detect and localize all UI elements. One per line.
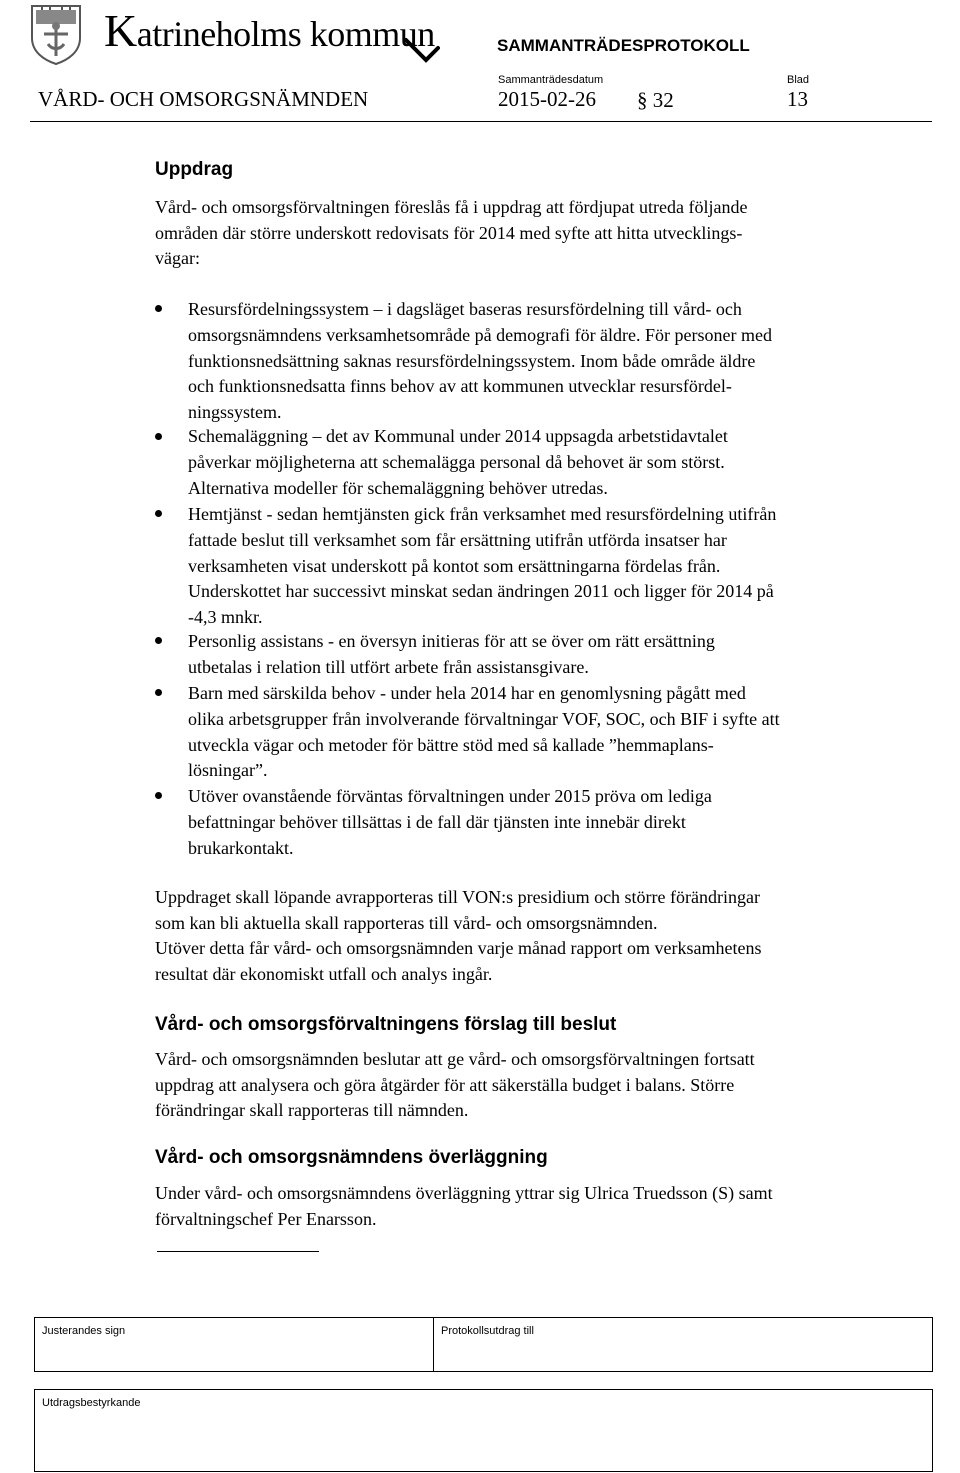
utdragsbestyrkande-box xyxy=(34,1389,933,1472)
bullet-icon xyxy=(155,433,162,440)
section-symbol: § xyxy=(637,88,648,112)
text-line: Vård- och omsorgsförvaltningen föreslås få i uppdrag att fördjupat utreda följande xyxy=(155,197,748,217)
justerandes-sign-box xyxy=(34,1317,434,1372)
section-value: 32 xyxy=(652,88,674,112)
uppdrag-intro-paragraph xyxy=(155,195,747,272)
text-line: -4,3 mnkr. xyxy=(188,607,263,628)
text-line: utbetalas i relation till utfört arbete från assistansgivare. xyxy=(188,656,589,677)
text-line: Vård- och omsorgsnämnden beslutar att ge vård- och omsorgsförvaltningen fortsatt xyxy=(155,1049,755,1069)
debate-paragraph xyxy=(155,1181,773,1232)
committee-name: VÅRD- OCH OMSORGSNÄMNDEN xyxy=(38,87,369,111)
text-line: funktionsnedsättning saknas resursfördelningssystem. Inom både område äldre xyxy=(188,350,756,371)
protokollsutdrag-label: Protokollsutdrag till xyxy=(441,1325,534,1337)
text-line: lösningar”. xyxy=(188,760,268,781)
text-line: Resursfördelningssystem – i dagsläget baseras resursfördelning till vård- och xyxy=(188,299,742,319)
text-line: fattade beslut till verksamhet som får ersättning utifrån utförda insatser har xyxy=(188,529,727,550)
text-line: som kan bli aktuella skall rapporteras till vård- och omsorgsnämnden. xyxy=(155,912,658,933)
text-line: förvaltningschef Per Enarsson. xyxy=(155,1208,377,1229)
section-end-rule xyxy=(157,1251,319,1252)
text-line: uppdrag att analysera och göra åtgärder för att säkerställa budget i balans. Större xyxy=(155,1074,735,1095)
text-line: Alternativa modeller för schemaläggning behöver utredas. xyxy=(188,477,608,498)
text-line: och funktionsnedsatta finns behov av att kommunen utvecklar resursfördel- xyxy=(188,376,732,397)
text-line: vägar: xyxy=(155,248,200,268)
text-line: olika arbetsgrupper från involverande förvaltningar VOF, SOC, och BIF i syfte att xyxy=(188,708,780,729)
proposal-paragraph xyxy=(155,1047,755,1124)
section-heading-uppdrag: Uppdrag xyxy=(155,159,234,180)
text-line: befattningar behöver tillsättas i de fall där tjänsten inte innebär direkt xyxy=(188,811,686,832)
logo-swoosh-icon xyxy=(404,36,440,66)
utdragsbestyrkande-label: Utdragsbestyrkande xyxy=(42,1397,141,1409)
text-line: Personlig assistans - en översyn initieras för att se över om rätt ersättning xyxy=(188,631,715,651)
municipality-crest-logo xyxy=(30,4,82,66)
list-item-hemtjanst xyxy=(188,502,776,631)
protocol-title: SAMMANTRÄDESPROTOKOLL xyxy=(497,36,750,55)
list-item-personlig-assistans xyxy=(188,629,715,681)
text-line: Barn med särskilda behov - under hela 2014 har en genomlysning pågått med xyxy=(188,683,746,703)
text-line: påverkar möjligheterna att schemalägga personal då behovet är som störst. xyxy=(188,451,725,472)
page-label: Blad xyxy=(787,74,810,86)
list-item-schemalaggning xyxy=(188,424,728,501)
text-line: ningssystem. xyxy=(188,402,282,423)
text-line: brukarkontakt. xyxy=(188,837,294,858)
meeting-date: 2015-02-26 xyxy=(498,87,596,111)
text-line: Under vård- och omsorgsnämndens överläggning yttrar sig Ulrica Truedsson (S) samt xyxy=(155,1183,773,1203)
section-heading-proposal: Vård- och omsorgsförvaltningens förslag till beslut xyxy=(155,1014,617,1035)
text-line: Schemaläggning – det av Kommunal under 2014 uppsagda arbetstidavtalet xyxy=(188,426,728,446)
protokollsutdrag-box xyxy=(433,1317,933,1372)
reporting-paragraph xyxy=(155,885,761,987)
bullet-icon xyxy=(155,689,162,696)
text-line: resultat där ekonomiskt utfall och analys ingår. xyxy=(155,963,493,984)
text-line: Underskottet har successivt minskat sedan ändringen 2011 och ligger för 2014 på xyxy=(188,581,774,602)
header-divider xyxy=(30,121,932,122)
text-line: Hemtjänst - sedan hemtjänsten gick från verksamhet med resursfördelning utifrån xyxy=(188,504,777,524)
text-line: verksamheten visat underskott på kontot som ersättningarna fördelas från. xyxy=(188,555,721,576)
bullet-icon xyxy=(155,792,162,799)
text-line: utveckla vägar och metoder för bättre stöd med så kallade ”hemmaplans- xyxy=(188,734,714,755)
text-line: förändringar skall rapporteras till nämnden. xyxy=(155,1100,469,1120)
section-heading-debate: Vård- och omsorgsnämndens överläggning xyxy=(155,1147,548,1168)
text-line: Utöver ovanstående förväntas förvaltningen under 2015 pröva om lediga xyxy=(188,786,712,806)
text-line: omsorgsnämndens verksamhetsområde på demografi för äldre. För personer med xyxy=(188,324,772,345)
page-number: 13 xyxy=(787,87,808,111)
text-line: Utöver detta får vård- och omsorgsnämnden varje månad rapport om verksamhetens xyxy=(155,938,762,958)
meeting-date-label: Sammanträdesdatum xyxy=(498,74,604,86)
list-item-lediga-befattningar xyxy=(188,784,712,861)
text-line: Uppdraget skall löpande avrapporteras till VON:s presidium och större förändringar xyxy=(155,887,760,907)
list-item-barn-sarskilda-behov xyxy=(188,681,780,784)
municipality-name: Katrineholms kommun xyxy=(104,5,435,56)
bullet-icon xyxy=(155,510,162,517)
text-line: områden där större underskott redovisats för 2014 med syfte att hitta utvecklings- xyxy=(155,222,743,243)
justerandes-sign-label: Justerandes sign xyxy=(42,1325,126,1337)
bullet-icon xyxy=(155,637,162,644)
bullet-icon xyxy=(155,305,162,312)
section-number xyxy=(637,88,674,113)
list-item-resursfordelning xyxy=(188,297,772,426)
